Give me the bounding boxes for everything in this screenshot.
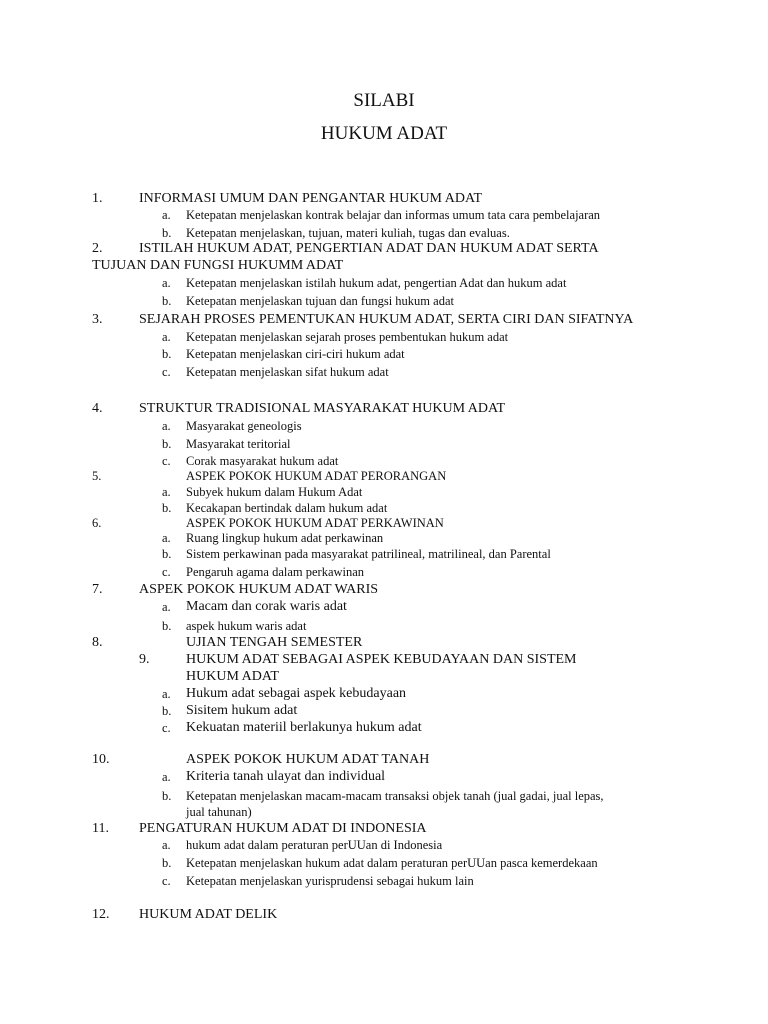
section-heading-continued: HUKUM ADAT: [186, 669, 279, 684]
list-item: Kriteria tanah ulayat dan individual: [186, 769, 386, 784]
item-letter: b.: [162, 347, 172, 361]
section-number: 7.: [92, 582, 103, 597]
item-letter: c.: [162, 365, 171, 379]
list-item: Ketepatan menjelaskan macam-macam transaksi objek tanah (jual gadai, jual lepas,: [186, 789, 604, 803]
item-letter: b.: [162, 856, 172, 870]
item-letter: a.: [162, 770, 171, 784]
list-item: hukum adat dalam peraturan perUUan di Indonesia: [186, 838, 443, 852]
list-item: Kecakapan bertindak dalam hukum adat: [186, 501, 388, 515]
section-heading: HUKUM ADAT SEBAGAI ASPEK KEBUDAYAAN DAN SISTEM: [186, 652, 577, 667]
section-heading: ASPEK POKOK HUKUM ADAT PERKAWINAN: [186, 516, 444, 530]
item-letter: c.: [162, 721, 171, 735]
section-number: 5.: [92, 469, 102, 483]
list-item: Sisitem hukum adat: [186, 703, 298, 718]
item-letter: a.: [162, 276, 171, 290]
section-number: 12.: [92, 907, 110, 922]
list-item: Ketepatan menjelaskan sifat hukum adat: [186, 365, 389, 379]
item-letter: b.: [162, 501, 172, 515]
list-item: Ruang lingkup hukum adat perkawinan: [186, 531, 384, 545]
list-item: Ketepatan menjelaskan kontrak belajar dan informas umum tata cara pembelajaran: [186, 208, 601, 222]
section-heading: ISTILAH HUKUM ADAT, PENGERTIAN ADAT DAN HUKUM ADAT SERTA: [139, 241, 599, 256]
section-number: 4.: [92, 401, 103, 416]
list-item: Masyarakat geneologis: [186, 419, 302, 433]
section-heading: PENGATURAN HUKUM ADAT DI INDONESIA: [139, 821, 427, 836]
section-heading: SEJARAH PROSES PEMENTUKAN HUKUM ADAT, SERTA CIRI DAN SIFATNYA: [139, 312, 634, 327]
item-letter: b.: [162, 619, 172, 633]
list-item: Ketepatan menjelaskan sejarah proses pembentukan hukum adat: [186, 330, 509, 344]
item-letter: b.: [162, 437, 172, 451]
item-letter: a.: [162, 838, 171, 852]
page-subtitle: HUKUM ADAT: [320, 123, 448, 144]
section-number: 2.: [92, 241, 103, 256]
section-number: 3.: [92, 312, 103, 327]
section-number: 9.: [139, 652, 150, 667]
section-heading: ASPEK POKOK HUKUM ADAT WARIS: [139, 582, 379, 597]
list-item: Ketepatan menjelaskan tujuan dan fungsi hukum adat: [186, 294, 454, 308]
item-letter: a.: [162, 419, 171, 433]
section-number: 11.: [92, 821, 109, 836]
list-item: Hukum adat sebagai aspek kebudayaan: [186, 686, 407, 701]
item-letter: c.: [162, 454, 171, 468]
item-letter: a.: [162, 600, 171, 614]
list-item: aspek hukum waris adat: [186, 619, 307, 633]
item-letter: b.: [162, 294, 172, 308]
item-letter: b.: [162, 704, 172, 718]
list-item: Corak masyarakat hukum adat: [186, 454, 339, 468]
section-number: 1.: [92, 191, 103, 206]
page-title: SILABI: [353, 90, 415, 111]
list-item: Ketepatan menjelaskan istilah hukum adat, pengertian Adat dan hukum adat: [186, 276, 567, 290]
list-item: Kekuatan materiil berlakunya hukum adat: [186, 720, 422, 735]
item-letter: b.: [162, 547, 172, 561]
list-item-continued: jual tahunan): [186, 805, 252, 819]
section-heading: ASPEK POKOK HUKUM ADAT TANAH: [186, 752, 430, 767]
section-heading: UJIAN TENGAH SEMESTER: [186, 635, 363, 650]
item-letter: a.: [162, 485, 171, 499]
section-number: 8.: [92, 635, 103, 650]
section-heading-continued: TUJUAN DAN FUNGSI HUKUMM ADAT: [92, 258, 344, 273]
section-heading: STRUKTUR TRADISIONAL MASYARAKAT HUKUM ADAT: [139, 401, 506, 416]
item-letter: a.: [162, 208, 171, 222]
item-letter: c.: [162, 565, 171, 579]
list-item: Masyarakat teritorial: [186, 437, 291, 451]
list-item: Macam dan corak waris adat: [186, 599, 347, 614]
item-letter: a.: [162, 531, 171, 545]
item-letter: a.: [162, 687, 171, 701]
section-heading: HUKUM ADAT DELIK: [139, 907, 278, 922]
list-item: Sistem perkawinan pada masyarakat patrilineal, matrilineal, dan Parental: [186, 547, 551, 561]
list-item: Ketepatan menjelaskan ciri-ciri hukum adat: [186, 347, 405, 361]
section-number: 10.: [92, 752, 110, 767]
list-item: Ketepatan menjelaskan, tujuan, materi kuliah, tugas dan evaluas.: [186, 226, 510, 240]
item-letter: c.: [162, 874, 171, 888]
item-letter: a.: [162, 330, 171, 344]
list-item: Pengaruh agama dalam perkawinan: [186, 565, 365, 579]
section-heading: INFORMASI UMUM DAN PENGANTAR HUKUM ADAT: [139, 191, 483, 206]
section-number: 6.: [92, 516, 102, 530]
item-letter: b.: [162, 789, 172, 803]
list-item: Subyek hukum dalam Hukum Adat: [186, 485, 363, 499]
list-item: Ketepatan menjelaskan hukum adat dalam peraturan perUUan pasca kemerdekaan: [186, 856, 598, 870]
list-item: Ketepatan menjelaskan yurisprudensi sebagai hukum lain: [186, 874, 474, 888]
item-letter: b.: [162, 226, 172, 240]
section-heading: ASPEK POKOK HUKUM ADAT PERORANGAN: [186, 469, 447, 483]
